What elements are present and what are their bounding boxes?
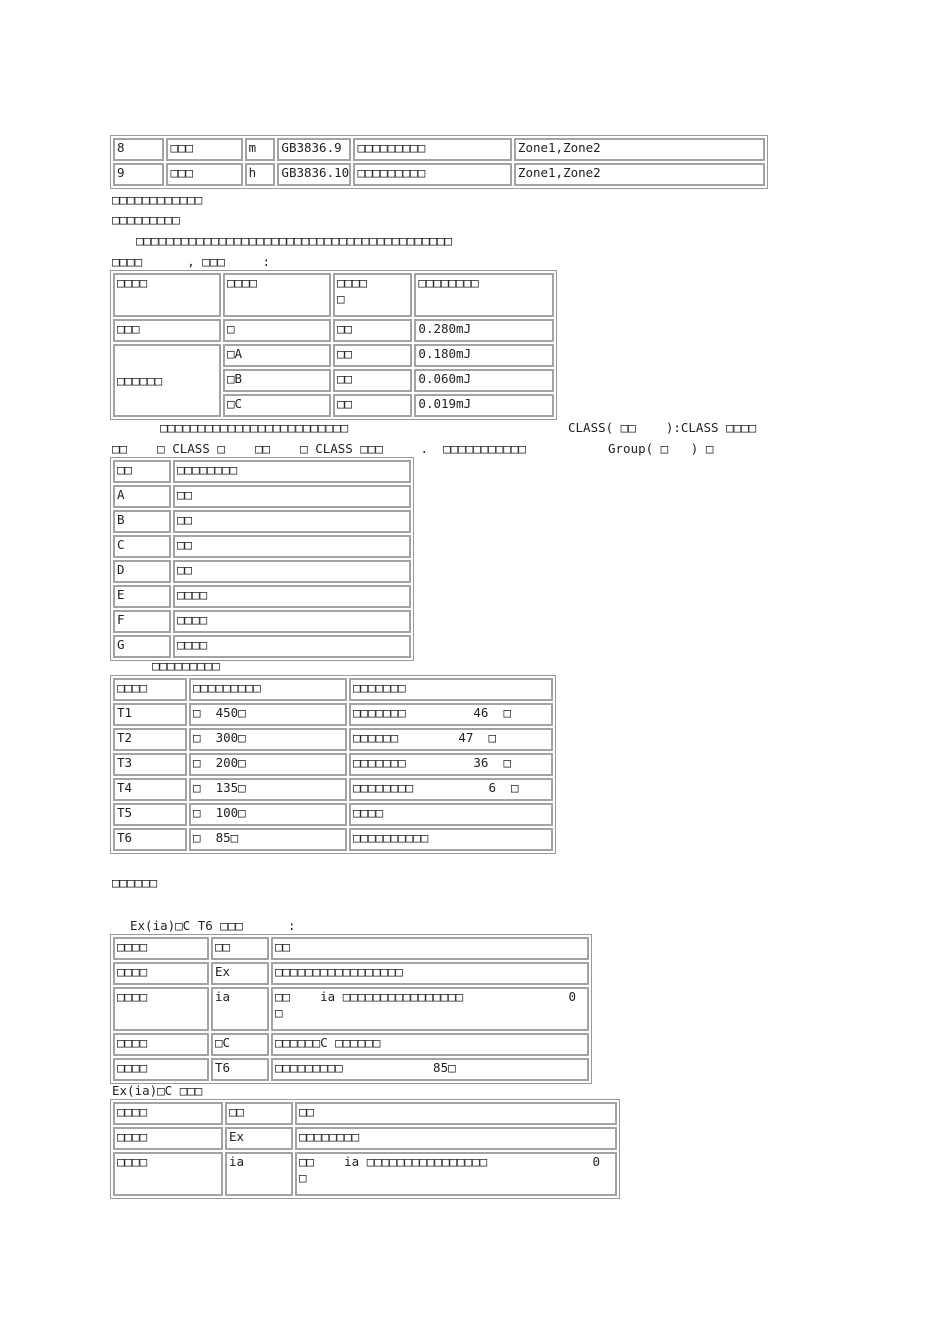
table-cell: □ 100□ bbox=[189, 803, 347, 826]
table-cell: □□ bbox=[295, 1102, 617, 1125]
table-row bbox=[113, 753, 553, 776]
table-cell: □□□□ bbox=[173, 610, 411, 633]
body-text: Group( □ ) □ bbox=[608, 441, 714, 456]
table-row bbox=[113, 610, 411, 633]
section-heading: □□□□□□□□□ bbox=[152, 658, 220, 673]
table-row bbox=[113, 1058, 589, 1081]
table-cell: ia bbox=[225, 1152, 293, 1196]
example2-table-wrap bbox=[110, 1099, 620, 1199]
table-row bbox=[113, 635, 411, 658]
table-cell: □A bbox=[223, 344, 331, 367]
table-cell: □□□□ bbox=[113, 937, 209, 960]
table-cell: □ 85□ bbox=[189, 828, 347, 851]
table-row bbox=[113, 778, 553, 801]
table-cell: C bbox=[113, 535, 171, 558]
table-cell: □□ bbox=[333, 344, 412, 367]
table-cell: □□□□□□□ bbox=[349, 678, 553, 701]
table-row bbox=[113, 535, 411, 558]
top-table-wrap bbox=[110, 135, 768, 189]
body-text: CLASS( □□ ):CLASS □□□□ bbox=[568, 420, 757, 435]
table-cell: □ 300□ bbox=[189, 728, 347, 751]
table-cell: □□ bbox=[113, 460, 171, 483]
table-row bbox=[113, 803, 553, 826]
table-cell: □□ bbox=[271, 937, 589, 960]
table-cell: h bbox=[245, 163, 276, 186]
table-header-cell: □□□□□□□□ bbox=[414, 273, 554, 317]
table-cell: □□□ bbox=[166, 138, 242, 161]
table-cell: □□□□□□C □□□□□□ bbox=[271, 1033, 589, 1056]
table-row bbox=[113, 1033, 589, 1056]
table-cell: □ 450□ bbox=[189, 703, 347, 726]
table-cell: □□ bbox=[173, 560, 411, 583]
table-cell: Zone1,Zone2 bbox=[514, 138, 765, 161]
table-cell: 0.280mJ bbox=[414, 319, 554, 342]
table-cell: □□□□ bbox=[113, 1058, 209, 1081]
body-text: □□□□□□□□□□□□□□□□□□□□□□□□□ bbox=[160, 420, 349, 435]
table-cell: B bbox=[113, 510, 171, 533]
group-table bbox=[110, 457, 414, 661]
table-cell: A bbox=[113, 485, 171, 508]
table-cell: T6 bbox=[211, 1058, 269, 1081]
table-cell: 0.060mJ bbox=[414, 369, 554, 392]
top-table bbox=[110, 135, 768, 189]
table-row bbox=[113, 163, 765, 186]
table-row bbox=[113, 1102, 617, 1125]
table-cell: □C bbox=[211, 1033, 269, 1056]
table-cell: □□□□□□□□ 6 □ bbox=[349, 778, 553, 801]
table-cell: □□□□□□□□□ 85□ bbox=[271, 1058, 589, 1081]
example-heading: Ex(ia)□C □□□ bbox=[112, 1083, 203, 1098]
table-row bbox=[113, 460, 411, 483]
table-cell: □□□□ bbox=[349, 803, 553, 826]
table-cell: F bbox=[113, 610, 171, 633]
table-row bbox=[113, 987, 589, 1031]
table-cell: G bbox=[113, 635, 171, 658]
table-cell: □□□□□□□□ bbox=[173, 460, 411, 483]
table-cell: □□□□□□ 47 □ bbox=[349, 728, 553, 751]
table-cell: □□□□□□□ 36 □ bbox=[349, 753, 553, 776]
section-subheading: □□□□□□□□□ bbox=[112, 212, 180, 227]
section-heading: □□□□□□□□□□□□ bbox=[112, 192, 203, 207]
table-cell: T4 bbox=[113, 778, 187, 801]
table-cell: □□□□ bbox=[113, 1102, 223, 1125]
table-cell: □ 135□ bbox=[189, 778, 347, 801]
table-cell: □□ bbox=[333, 394, 412, 417]
table-cell: □□□□□□ bbox=[113, 344, 221, 417]
table-row bbox=[113, 1127, 617, 1150]
table-cell: □□□□□□□ 46 □ bbox=[349, 703, 553, 726]
table-cell: □□□□□□□□ bbox=[295, 1127, 617, 1150]
table-cell: □□ ia □□□□□□□□□□□□□□□□ 0 □ bbox=[271, 987, 589, 1031]
table-cell: □□ bbox=[173, 510, 411, 533]
table-cell: □□ ia □□□□□□□□□□□□□□□□ 0 □ bbox=[295, 1152, 617, 1196]
table-header-row bbox=[113, 273, 554, 317]
example2-table bbox=[110, 1099, 620, 1199]
table-row bbox=[113, 962, 589, 985]
table-cell: GB3836.10 bbox=[277, 163, 351, 186]
table-row bbox=[113, 1152, 617, 1196]
table-row bbox=[113, 560, 411, 583]
table-cell: m bbox=[245, 138, 276, 161]
table-cell: □□ bbox=[173, 485, 411, 508]
table-cell: T2 bbox=[113, 728, 187, 751]
table-row bbox=[113, 510, 411, 533]
table-row bbox=[113, 937, 589, 960]
table-cell: □□□□ bbox=[113, 1152, 223, 1196]
table-cell: E bbox=[113, 585, 171, 608]
table-cell: □B bbox=[223, 369, 331, 392]
table-header-cell: □□□□ □ bbox=[333, 273, 412, 317]
table-cell: □□ bbox=[225, 1102, 293, 1125]
table-cell: 0.019mJ bbox=[414, 394, 554, 417]
table-cell: Ex bbox=[211, 962, 269, 985]
table-cell: □□□□ bbox=[173, 585, 411, 608]
section-heading: □□□□□□ bbox=[112, 875, 158, 890]
body-text: □□□□□□□□□□□□□□□□□□□□□□□□□□□□□□□□□□□□□□□□□□ bbox=[136, 233, 453, 248]
table-row bbox=[113, 728, 553, 751]
table-cell: □□□□□□□□□□ bbox=[349, 828, 553, 851]
body-text: □□ □ CLASS □ □□ □ CLASS □□□ . □□□□□□□□□□□ bbox=[112, 441, 526, 456]
table-cell: □□ bbox=[333, 369, 412, 392]
table-row bbox=[113, 703, 553, 726]
temperature-table bbox=[110, 675, 556, 854]
table-cell: □□ bbox=[211, 937, 269, 960]
table-cell: Ex bbox=[225, 1127, 293, 1150]
table-cell: □ 200□ bbox=[189, 753, 347, 776]
table-cell: 9 bbox=[113, 163, 164, 186]
energy-table bbox=[110, 270, 557, 420]
table-row bbox=[113, 828, 553, 851]
table-cell: □□ bbox=[333, 319, 412, 342]
table-cell: □□□□ bbox=[113, 1127, 223, 1150]
table-cell: □□□□□□□□□□□□□□□□□ bbox=[271, 962, 589, 985]
table-cell: 8 bbox=[113, 138, 164, 161]
table-cell: □□□□□□□□□ bbox=[353, 138, 511, 161]
table-cell: □□□ bbox=[113, 319, 221, 342]
table-row bbox=[113, 485, 411, 508]
table-row bbox=[113, 344, 554, 367]
temp-table-wrap bbox=[110, 675, 556, 854]
example-heading: Ex(ia)□C T6 □□□ : bbox=[130, 918, 296, 933]
table-row bbox=[113, 319, 554, 342]
example1-table-wrap bbox=[110, 934, 592, 1084]
table-cell: D bbox=[113, 560, 171, 583]
table-cell: □□□□ bbox=[113, 1033, 209, 1056]
energy-table-wrap bbox=[110, 270, 557, 420]
table-header-cell: □□□□ bbox=[223, 273, 331, 317]
table-cell: □C bbox=[223, 394, 331, 417]
table-cell: GB3836.9 bbox=[277, 138, 351, 161]
table-cell: □□□□ bbox=[113, 678, 187, 701]
table-cell: T6 bbox=[113, 828, 187, 851]
table-cell: ia bbox=[211, 987, 269, 1031]
table-cell: Zone1,Zone2 bbox=[514, 163, 765, 186]
table-header-cell: □□□□ bbox=[113, 273, 221, 317]
table-cell: T1 bbox=[113, 703, 187, 726]
table-row bbox=[113, 138, 765, 161]
table-cell: 0.180mJ bbox=[414, 344, 554, 367]
table-cell: T3 bbox=[113, 753, 187, 776]
example1-table bbox=[110, 934, 592, 1084]
table-cell: □ bbox=[223, 319, 331, 342]
table-cell: □□ bbox=[173, 535, 411, 558]
table-cell: □□□□□□□□□ bbox=[189, 678, 347, 701]
table-cell: □□□□ bbox=[173, 635, 411, 658]
table-cell: T5 bbox=[113, 803, 187, 826]
table-row bbox=[113, 585, 411, 608]
body-text: □□□□ , □□□ : bbox=[112, 254, 271, 269]
table-cell: □□□□ bbox=[113, 962, 209, 985]
group-table-wrap bbox=[110, 457, 414, 661]
table-row bbox=[113, 678, 553, 701]
table-cell: □□□ bbox=[166, 163, 242, 186]
table-cell: □□□□ bbox=[113, 987, 209, 1031]
table-cell: □□□□□□□□□ bbox=[353, 163, 511, 186]
